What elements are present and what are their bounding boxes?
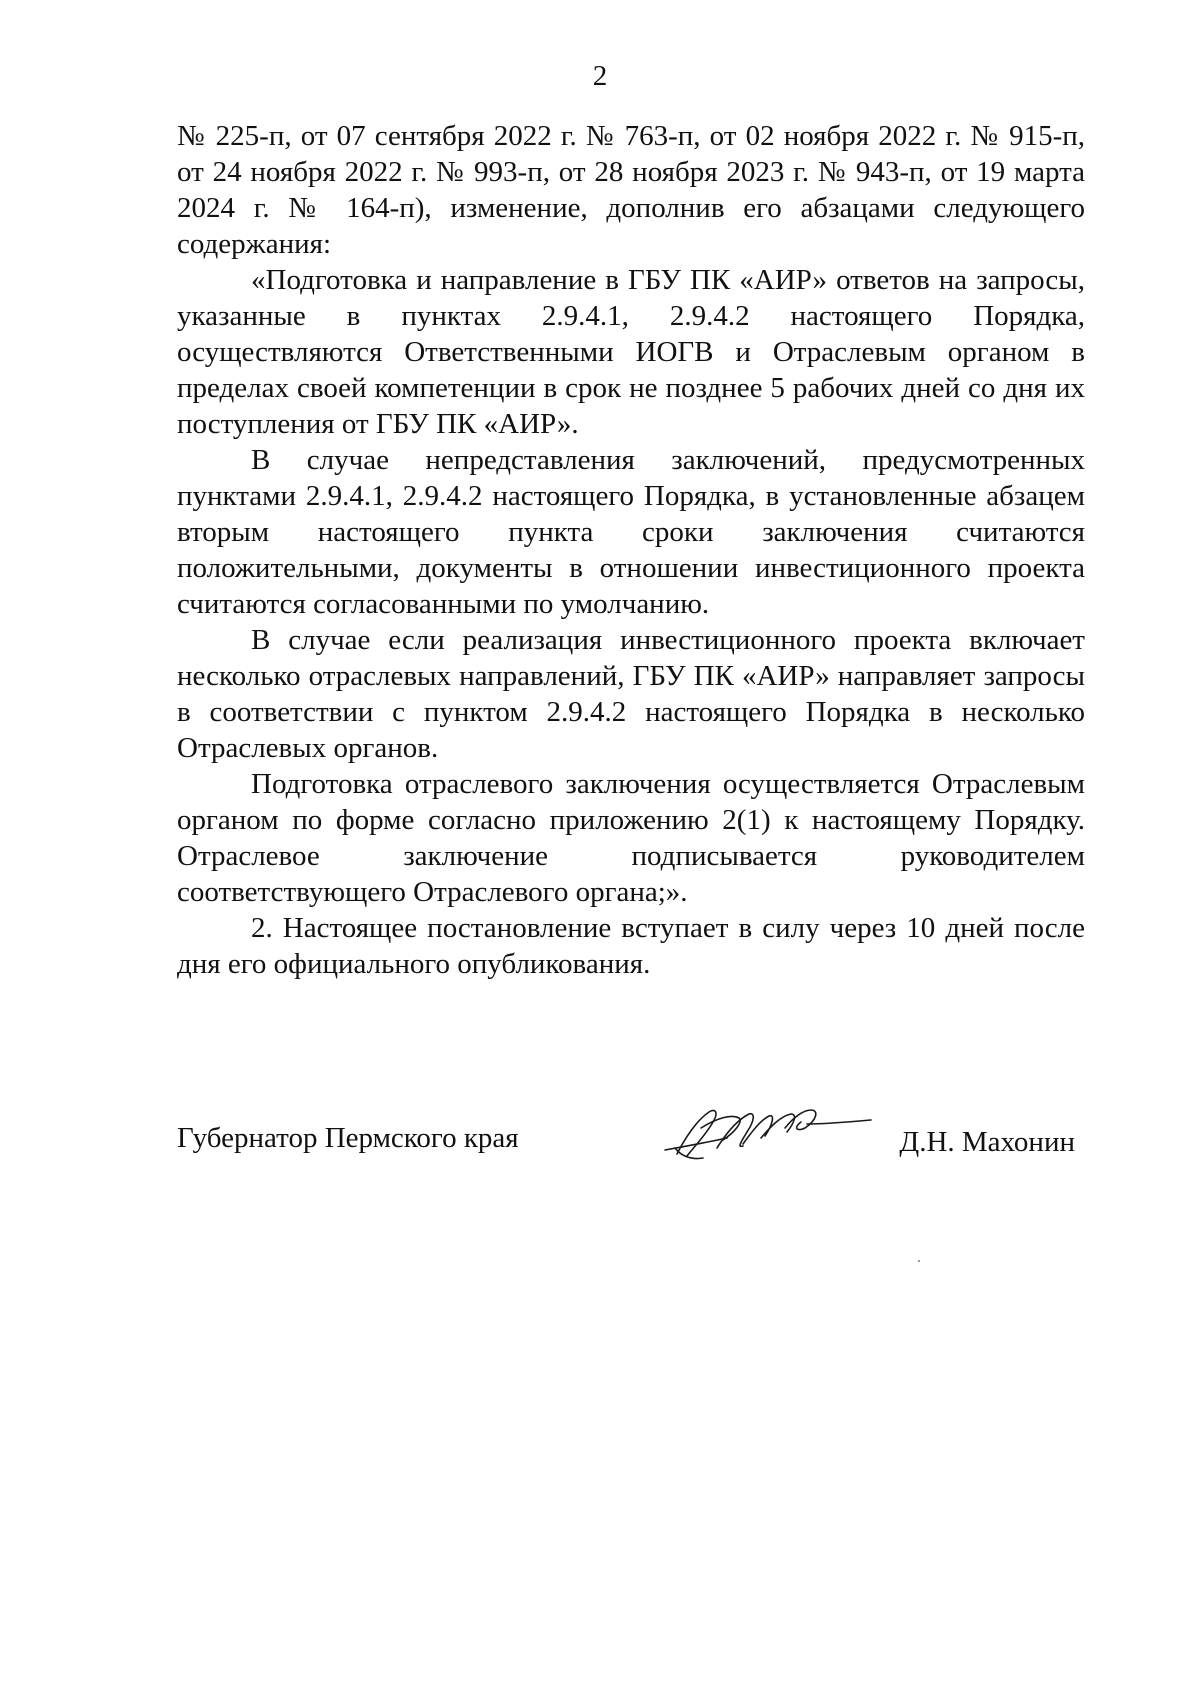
paragraph-multiple-sectors: В случае если реализация инвестиционного проекта включает несколько отраслевых направлений, ГБУ ПК «АИР» направляет запросы в соответствии с пунктом 2.9.4.2 настоящего Порядка в несколько Отраслевых органов. — [177, 624, 1085, 764]
document-body — [177, 118, 1085, 982]
handwritten-signature — [657, 1098, 877, 1168]
signatory-position: Губернатор Пермского края — [177, 1122, 519, 1154]
paragraph-default-approval: В случае непредставления заключений, предусмотренных пунктами 2.9.4.1, 2.9.4.2 настоящего Порядка, в установленные абзацем вторым настоящего пункта сроки заключения считаются положительными, документы в отношении инвестиционного проекта считаются согласованными по умолчанию. — [177, 444, 1085, 620]
paragraph-response-deadline: «Подготовка и направление в ГБУ ПК «АИР» ответов на запросы, указанные в пунктах 2.9.4.1, 2.9.4.2 настоящего Порядка, осуществляются Ответственными ИОГВ и Отраслевым органом в пределах своей компетенции в срок не позднее 5 рабочих дней со дня их поступления от ГБУ ПК «АИР». — [177, 264, 1085, 440]
paragraph-continuation: № 225-п, от 07 сентября 2022 г. № 763-п, от 02 ноября 2022 г. № 915-п, от 24 ноября 2022 г. № 993-п, от 28 ноября 2023 г. № 943-п, от 19 марта 2024 г. № 164-п), изменение, дополнив его абзацами следующего содержания: — [177, 120, 1085, 260]
signatory-name: Д.Н. Махонин — [899, 1126, 1075, 1158]
paragraph-sector-conclusion: Подготовка отраслевого заключения осуществляется Отраслевым органом по форме согласно приложению 2(1) к настоящему Порядку. Отраслевое заключение подписывается руководителем соответствующего Отраслевого органа;». — [177, 768, 1085, 908]
paragraph-entry-into-force: 2. Настоящее постановление вступает в силу через 10 дней после дня его официального опубликования. — [177, 912, 1085, 980]
signature-block — [177, 1110, 1085, 1190]
page-number: 2 — [592, 60, 608, 92]
scan-speck — [918, 1260, 920, 1262]
